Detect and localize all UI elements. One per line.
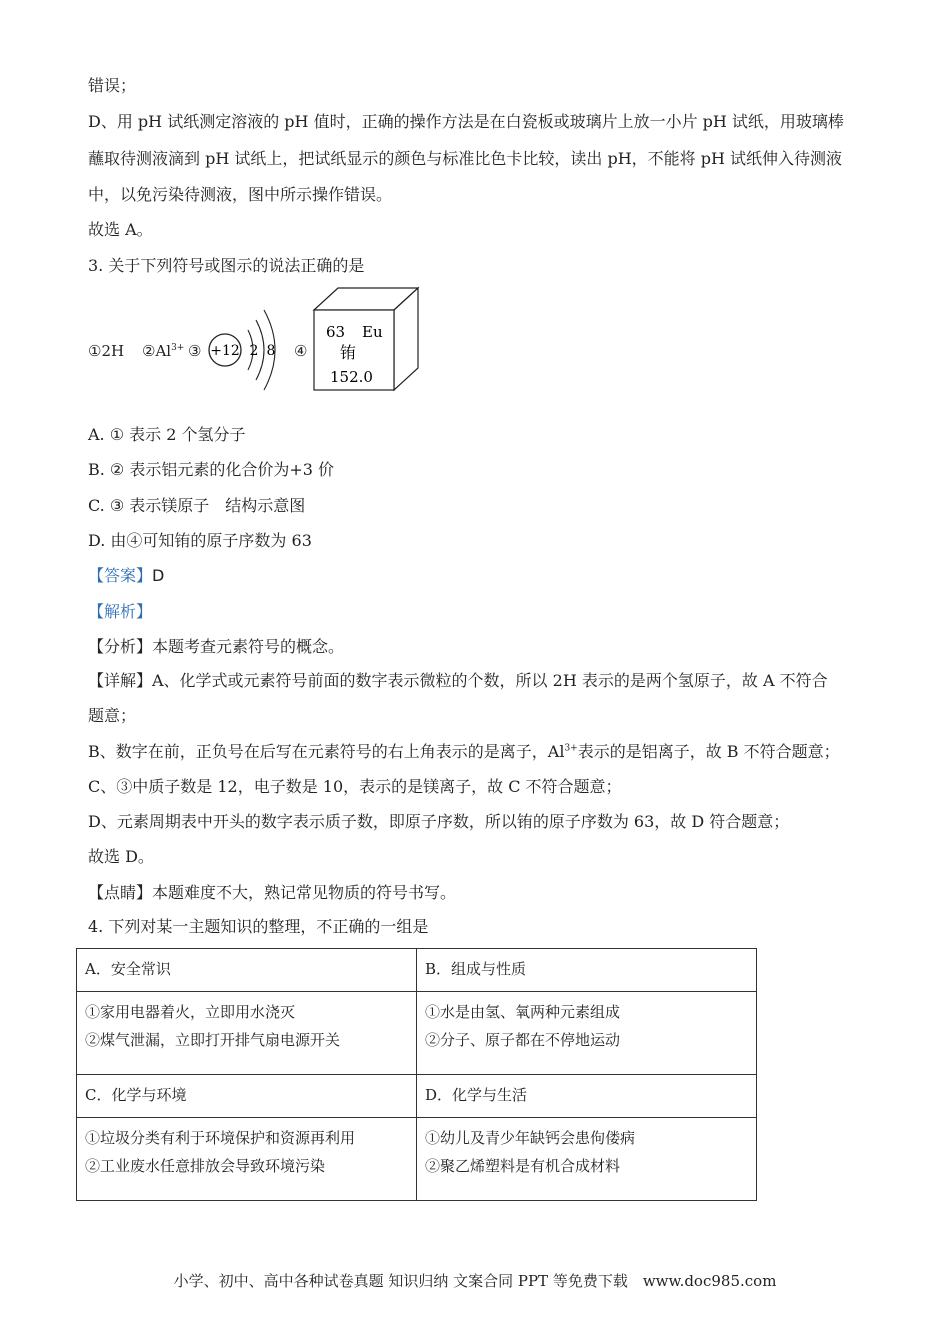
analysis-tag: 【解析】 <box>88 602 153 621</box>
table-row <box>77 1075 757 1118</box>
shell-2-electrons: 8 <box>266 343 276 359</box>
question-3-option-c: C. ③ 表示镁原子 结构示意图 <box>88 496 306 515</box>
analysis-dianjing: 【点睛】本题难度不大，熟记常见物质的符号书写。 <box>88 883 457 902</box>
analysis-fenxi: 【分析】本题考查元素符号的概念。 <box>88 637 345 656</box>
periodic-table-cell <box>310 286 420 394</box>
prev-option-d-line-2: 蘸取待测液滴到 pH 试纸上，把试纸显示的颜色与标准比色卡比较，读出 pH，不能将 pH 试纸伸入待测液 <box>88 149 843 168</box>
table-item: ①幼儿及青少年缺钙会患佝偻病 <box>425 1129 636 1147</box>
table-row <box>77 1118 757 1201</box>
table-item: ①垃圾分类有利于环境保护和资源再利用 <box>85 1129 356 1147</box>
prev-option-d-line-3: 中，以免污染待测液，图中所示操作错误。 <box>88 185 393 204</box>
table-cell-c-head: C．化学与环境 <box>77 1075 417 1118</box>
question-3-option-d: D. 由④可知铕的原子序数为 63 <box>88 531 312 550</box>
prev-option-d-line-1: D、用 pH 试纸测定溶液的 pH 值时，正确的操作方法是在白瓷板或玻璃片上放一小片 pH 试纸，用玻璃棒 <box>88 112 844 131</box>
prev-line-1: 错误； <box>88 76 137 95</box>
detail-b-pre: B、数字在前，正负号在后写在元素符号的右上角表示的是离子，Al <box>88 742 565 761</box>
question-3-option-b: B. ② 表示铝元素的化合价为+3 价 <box>88 460 335 479</box>
figure-3-label: ③ <box>188 342 202 360</box>
answer-value: D <box>152 566 165 585</box>
prev-choice: 故选 A。 <box>88 220 153 239</box>
table-item: ①水是由氢、氧两种元素组成 <box>425 1003 621 1021</box>
cell-element-name: 铕 <box>340 343 357 362</box>
page-footer: 小学、初中、高中各种试卷真题 知识归纳 文案合同 PPT 等免费下载 www.doc985.com <box>173 1272 777 1290</box>
figure-1-label: ①2H <box>88 342 125 360</box>
question-4-stem: 4. 下列对某一主题知识的整理，不正确的一组是 <box>88 917 429 936</box>
atom-structure-diagram <box>204 302 284 394</box>
analysis-detail-line-2: 题意； <box>88 706 137 725</box>
table-cell-b-body <box>417 992 757 1075</box>
analysis-detail-line-1: 【详解】A、化学式或元素符号前面的数字表示微粒的个数，所以 2H 表示的是两个氢原子，故 A 不符合 <box>88 671 828 690</box>
question-3-figures <box>88 284 448 394</box>
table-item: ②煤气泄漏，立即打开排气扇电源开关 <box>85 1031 341 1049</box>
analysis-detail-b <box>88 742 840 762</box>
nucleus-charge: +12 <box>210 343 240 359</box>
table-cell-a-head: A．安全常识 <box>77 949 417 992</box>
analysis-choice: 故选 D。 <box>88 847 154 866</box>
question-4-table <box>76 948 757 1201</box>
analysis-detail-d: D、元素周期表中开头的数字表示质子数，即原子序数，所以铕的原子序数为 63，故 D 符合题意； <box>88 812 790 831</box>
answer-line <box>88 566 164 586</box>
figure-2-label <box>142 342 184 360</box>
table-item: ②聚乙烯塑料是有机合成材料 <box>425 1157 621 1175</box>
table-item: ②工业废水任意排放会导致环境污染 <box>85 1157 326 1175</box>
figure-2-base: ②Al <box>142 342 172 360</box>
table-cell-d-body <box>417 1118 757 1201</box>
table-item: ①家用电器着火，立即用水浇灭 <box>85 1003 296 1021</box>
table-cell-d-head: D．化学与生活 <box>417 1075 757 1118</box>
cell-element-symbol: Eu <box>362 323 383 341</box>
table-cell-b-head: B．组成与性质 <box>417 949 757 992</box>
cell-atomic-number: 63 <box>326 323 346 341</box>
cell-atomic-mass: 152.0 <box>330 368 373 386</box>
question-3-stem: 3. 关于下列符号或图示的说法正确的是 <box>88 256 365 275</box>
table-cell-c-body <box>77 1118 417 1201</box>
question-3-option-a: A. ① 表示 2 个氢分子 <box>88 425 246 444</box>
table-item: ②分子、原子都在不停地运动 <box>425 1031 621 1049</box>
shell-1-electrons: 2 <box>249 343 259 359</box>
table-row <box>77 992 757 1075</box>
table-cell-a-body <box>77 992 417 1075</box>
answer-tag: 【答案】 <box>88 566 153 585</box>
detail-b-charge: 3+ <box>564 743 578 754</box>
table-row <box>77 949 757 992</box>
figure-4-label: ④ <box>294 342 308 360</box>
analysis-detail-c: C、③中质子数是 12，电子数是 10，表示的是镁离子，故 C 不符合题意； <box>88 777 622 796</box>
figure-2-charge: 3+ <box>171 343 185 353</box>
detail-b-post: 表示的是铝离子，故 B 不符合题意； <box>577 742 840 761</box>
